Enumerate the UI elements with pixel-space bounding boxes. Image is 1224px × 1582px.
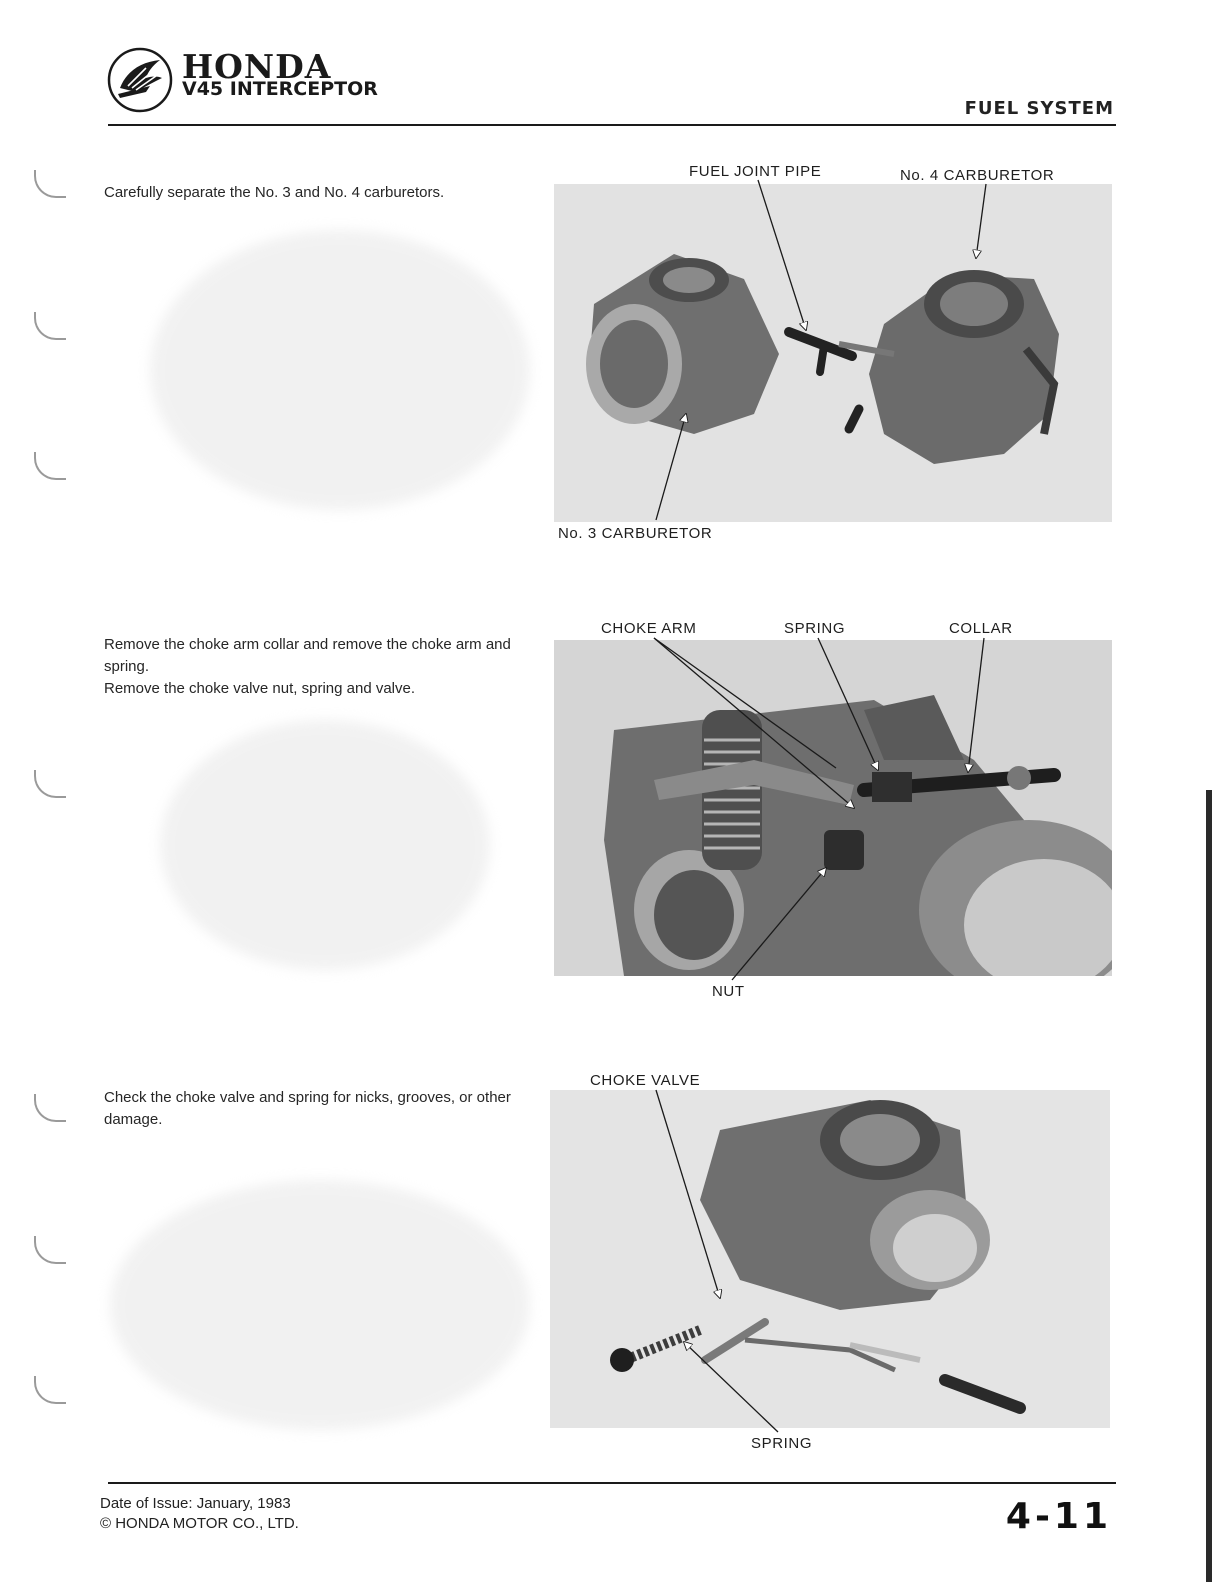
bleed-through-shadow [150,230,530,510]
label-spring: SPRING [751,1435,813,1452]
section-title: FUEL SYSTEM [964,98,1114,119]
photo-separated-carburetors [554,184,1112,522]
binder-hole-mark [34,452,66,480]
footer-rule [108,1482,1116,1484]
instruction-text: Check the choke valve and spring for nicks, grooves, or other damage. [104,1089,511,1128]
header-rule [108,124,1116,126]
page-number: 4-11 [1005,1496,1112,1537]
binder-hole-mark [34,1236,66,1264]
issue-date: Date of Issue: January, 1983 [100,1495,291,1512]
label-choke-valve: CHOKE VALVE [590,1072,701,1089]
honda-wing-logo-icon [106,46,174,114]
footer-info [100,1494,299,1534]
step-2-instruction [104,634,524,700]
brand-name: HONDA [182,47,332,86]
binder-hole-mark [34,1376,66,1404]
label-spring: SPRING [784,620,846,637]
step-1-instruction [104,182,524,204]
bleed-through-shadow [160,720,490,970]
photo-choke-assembly [554,640,1112,976]
bleed-through-shadow [110,1180,530,1430]
step-3-instruction [104,1087,524,1131]
label-nut: NUT [712,983,745,1000]
model-name: V45 INTERCEPTOR [182,78,378,100]
copyright: © HONDA MOTOR CO., LTD. [100,1515,299,1532]
instruction-text: Remove the choke arm collar and remove the choke arm and spring. [104,636,511,675]
binder-hole-mark [34,312,66,340]
instruction-text: Remove the choke valve nut, spring and valve. [104,680,416,697]
binder-hole-mark [34,770,66,798]
photo-choke-valve-parts [550,1090,1110,1428]
page-edge-shadow [1206,790,1212,1582]
label-no4-carburetor: No. 4 CARBURETOR [900,167,1055,184]
label-collar: COLLAR [949,620,1013,637]
binder-hole-mark [34,170,66,198]
label-no3-carburetor: No. 3 CARBURETOR [558,525,713,542]
label-fuel-joint-pipe: FUEL JOINT PIPE [689,163,822,180]
binder-hole-mark [34,1094,66,1122]
label-choke-arm: CHOKE ARM [601,620,697,637]
instruction-text: Carefully separate the No. 3 and No. 4 carburetors. [104,184,445,201]
